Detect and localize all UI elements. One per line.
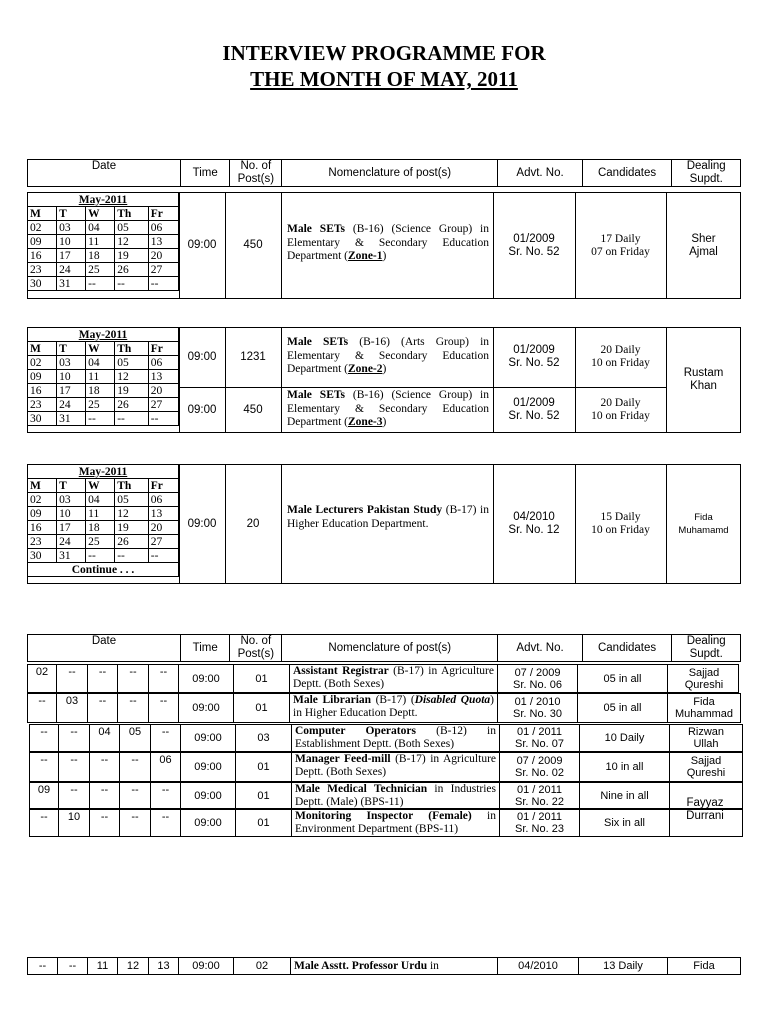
nomenclature-cell: Male SETs (B-16) (Science Group) in Elementary & Secondary Education Department (Zone-1)	[287, 223, 489, 262]
cal-cell: 30	[28, 549, 57, 563]
page-subtitle: THE MONTH OF MAY, 2011	[250, 67, 518, 91]
table-row	[29, 724, 743, 752]
cal-cell: 09	[28, 370, 57, 384]
calendar-month: May-2011	[28, 465, 179, 479]
calendar-block-1	[27, 192, 179, 291]
cal-cell: --	[115, 549, 149, 563]
cal-cell: 30	[28, 277, 57, 291]
cal-cell: 23	[28, 535, 57, 549]
date-cell: 11	[88, 958, 118, 974]
day-header: W	[86, 342, 115, 356]
cal-cell: 27	[148, 535, 178, 549]
date-cell: 05	[120, 725, 151, 751]
nomenclature-cell: Computer Operators (B-12) in Establishment Deptt. (Both Sexes)	[292, 725, 500, 751]
date-cell: --	[59, 725, 90, 751]
posts-cell: 01	[234, 694, 290, 722]
day-header: T	[57, 207, 86, 221]
cal-cell: 25	[86, 263, 115, 277]
cal-cell: 17	[57, 521, 86, 535]
nomenclature-cell: Male Lecturers Pakistan Study (B-17) in Higher Education Department.	[287, 504, 490, 530]
cal-cell: 19	[115, 249, 149, 263]
cal-cell: 10	[57, 235, 86, 249]
cal-cell: 12	[115, 235, 149, 249]
date-cell: --	[90, 753, 120, 781]
date-cell: 02	[28, 665, 57, 692]
candidates-cell: Six in all	[580, 810, 670, 836]
calendar-month: May-2011	[28, 328, 179, 342]
header-candidates: Candidates	[582, 635, 672, 662]
posts-cell: 01	[234, 665, 290, 692]
time-cell: 09:00	[181, 725, 236, 751]
header-date: Date	[28, 635, 181, 662]
page-title: INTERVIEW PROGRAMME FOR	[222, 41, 546, 65]
dealing-cell: Sher Ajmal	[689, 232, 718, 258]
cal-cell: 13	[148, 507, 178, 521]
cal-cell: 27	[148, 398, 178, 412]
cal-cell: 10	[57, 507, 86, 521]
date-cell: 09	[30, 783, 59, 808]
cal-cell: --	[86, 277, 115, 291]
time-cell: 09:00	[187, 350, 217, 363]
date-cell: 06	[151, 753, 181, 781]
cal-cell: 11	[86, 370, 115, 384]
cal-cell: 26	[115, 535, 149, 549]
time-cell: 09:00	[179, 694, 234, 722]
cal-cell: 31	[57, 277, 86, 291]
table-row	[27, 957, 741, 975]
nomenclature-cell: Male Asstt. Professor Urdu in	[291, 958, 498, 974]
header-posts: No. of Post(s)	[230, 635, 282, 662]
table-header-2	[27, 634, 741, 662]
dealing-cell: Rustam Khan	[683, 367, 724, 392]
dealing-cell: Fida	[693, 960, 715, 972]
date-cell: 12	[118, 958, 149, 974]
cal-cell: 11	[86, 507, 115, 521]
candidates-cell: 20 Daily 10 on Friday	[591, 397, 650, 422]
candidates-cell: 17 Daily 07 on Friday	[591, 232, 650, 258]
nomenclature-cell: Male SETs (B-16) (Science Group) in Elementary & Secondary Education Department (Zone-3)	[287, 389, 489, 428]
candidates-cell: Nine in all	[580, 783, 670, 808]
cal-cell: 20	[148, 521, 178, 535]
header-advt: Advt. No.	[498, 160, 582, 187]
cal-cell: 19	[115, 384, 149, 398]
advt-cell: 01/2009 Sr. No. 52	[508, 232, 560, 258]
date-cell: --	[120, 753, 151, 781]
cal-cell: 04	[86, 221, 115, 235]
cal-cell: 31	[57, 549, 86, 563]
advt-cell: 07 / 2009 Sr. No. 06	[498, 665, 578, 692]
date-cell: --	[118, 694, 149, 722]
dealing-cell: Sajjad Qureshi	[684, 666, 724, 691]
header-dealing: Dealing Supdt.	[672, 160, 741, 187]
cal-cell: 23	[28, 263, 57, 277]
header-time: Time	[180, 635, 230, 662]
day-header: Th	[115, 342, 149, 356]
nomenclature-cell: Assistant Registrar (B-17) in Agriculture Deptt. (Both Sexes)	[290, 665, 498, 692]
cal-cell: --	[86, 549, 115, 563]
cal-cell: 13	[148, 370, 178, 384]
cal-cell: 06	[148, 356, 178, 370]
date-cell: --	[59, 753, 90, 781]
dealing-cell: Fida Muhammad	[674, 696, 734, 720]
cal-cell: 23	[28, 398, 57, 412]
cal-cell: 30	[28, 412, 57, 426]
day-header: Th	[115, 479, 149, 493]
dealing-cell: Rizwan Ullah	[687, 726, 725, 750]
cal-cell: 13	[148, 235, 178, 249]
header-candidates: Candidates	[582, 160, 672, 187]
posts-cell: 20	[246, 517, 260, 530]
cal-cell: 11	[86, 235, 115, 249]
date-cell: --	[149, 694, 179, 722]
day-header: T	[57, 479, 86, 493]
day-header: W	[86, 207, 115, 221]
date-cell: --	[90, 783, 120, 808]
cal-cell: 18	[86, 249, 115, 263]
cal-cell: 27	[148, 263, 178, 277]
day-header: Th	[115, 207, 149, 221]
date-cell: --	[30, 725, 59, 751]
header-nomenclature: Nomenclature of post(s)	[282, 635, 498, 662]
calendar-block-3	[27, 464, 179, 577]
candidates-cell: 10 in all	[580, 753, 670, 781]
day-header: Fr	[148, 207, 178, 221]
cal-cell: 18	[86, 384, 115, 398]
cal-cell: 03	[57, 221, 86, 235]
advt-cell: 01/2009 Sr. No. 52	[508, 344, 560, 369]
time-cell: 09:00	[187, 403, 217, 416]
header-dealing: Dealing Supdt.	[672, 635, 741, 662]
header-nomenclature: Nomenclature of post(s)	[282, 160, 498, 187]
date-cell: --	[120, 783, 151, 808]
advt-cell: 01 / 2011 Sr. No. 23	[500, 810, 580, 836]
time-cell: 09:00	[179, 958, 234, 974]
advt-cell: 01 / 2011 Sr. No. 22	[500, 783, 580, 808]
posts-cell: 01	[236, 810, 292, 836]
day-header: Fr	[148, 342, 178, 356]
cal-cell: 25	[86, 535, 115, 549]
cal-cell: 05	[115, 493, 149, 507]
cal-cell: 17	[57, 384, 86, 398]
cal-cell: --	[115, 277, 149, 291]
date-cell: --	[118, 665, 149, 692]
continue-label: Continue . . .	[28, 563, 179, 577]
date-cell: --	[88, 665, 118, 692]
date-cell: --	[57, 665, 88, 692]
cal-cell: 26	[115, 398, 149, 412]
header-date: Date	[28, 160, 181, 187]
cal-cell: 06	[148, 493, 178, 507]
dealing-cell: Fida Muhamamd	[678, 512, 729, 536]
candidates-cell: 13 Daily	[579, 958, 668, 974]
date-cell: --	[149, 665, 179, 692]
cal-cell: 04	[86, 493, 115, 507]
table-row	[27, 664, 739, 693]
cal-cell: 16	[28, 249, 57, 263]
cal-cell: 16	[28, 384, 57, 398]
advt-cell: 07 / 2009 Sr. No. 02	[500, 753, 580, 781]
cal-cell: --	[115, 412, 149, 426]
date-cell: 10	[59, 810, 90, 836]
cal-cell: 19	[115, 521, 149, 535]
day-header: W	[86, 479, 115, 493]
cal-cell: --	[148, 549, 178, 563]
candidates-cell: 10 Daily	[580, 725, 670, 751]
nomenclature-cell: Male Medical Technician in Industries Deptt. (Male) (BPS-11)	[292, 783, 500, 808]
day-header: M	[28, 342, 57, 356]
date-cell: --	[151, 810, 181, 836]
table-header	[27, 159, 741, 187]
time-cell: 09:00	[179, 665, 234, 692]
cal-cell: 20	[148, 384, 178, 398]
date-cell: --	[151, 725, 181, 751]
cal-cell: --	[148, 412, 178, 426]
cal-cell: 17	[57, 249, 86, 263]
cal-cell: 24	[57, 535, 86, 549]
cal-cell: 20	[148, 249, 178, 263]
date-cell: --	[28, 694, 57, 722]
time-cell: 09:00	[187, 239, 217, 251]
cal-cell: 31	[57, 412, 86, 426]
table-row	[29, 809, 743, 837]
advt-cell: 04/2010 Sr. No. 12	[508, 511, 560, 536]
advt-cell: 01 / 2011 Sr. No. 07	[500, 725, 580, 751]
nomenclature-cell: Monitoring Inspector (Female) in Environment Department (BPS-11)	[292, 810, 500, 836]
cal-cell: 05	[115, 221, 149, 235]
table-row	[29, 752, 743, 782]
cal-cell: 02	[28, 493, 57, 507]
date-cell: --	[90, 810, 120, 836]
cal-cell: 09	[28, 235, 57, 249]
cal-cell: 03	[57, 356, 86, 370]
day-header: T	[57, 342, 86, 356]
nomenclature-cell: Male SETs (B-16) (Arts Group) in Elementary & Secondary Education Department (Zone-2)	[287, 336, 490, 375]
advt-cell: 04/2010	[498, 958, 579, 974]
cal-cell: 24	[57, 263, 86, 277]
cal-cell: 04	[86, 356, 115, 370]
header-posts: No. of Post(s)	[230, 160, 282, 187]
time-cell: 09:00	[187, 517, 217, 530]
cal-cell: 09	[28, 507, 57, 521]
cal-cell: 10	[57, 370, 86, 384]
table-row	[27, 693, 741, 723]
date-cell: --	[58, 958, 88, 974]
day-header: M	[28, 479, 57, 493]
candidates-cell: 05 in all	[578, 665, 668, 692]
candidates-cell: 20 Daily 10 on Friday	[591, 344, 650, 369]
date-cell: --	[120, 810, 151, 836]
posts-cell: 01	[236, 753, 292, 781]
cal-cell: 02	[28, 221, 57, 235]
cal-cell: 26	[115, 263, 149, 277]
posts-cell: 01	[236, 783, 292, 808]
cal-cell: 12	[115, 507, 149, 521]
calendar-block-2	[27, 327, 179, 426]
posts-cell: 02	[234, 958, 291, 974]
cal-cell: 18	[86, 521, 115, 535]
cal-cell: 03	[57, 493, 86, 507]
day-header: Fr	[148, 479, 178, 493]
posts-cell: 450	[243, 403, 263, 416]
date-cell: --	[30, 810, 59, 836]
cal-cell: 02	[28, 356, 57, 370]
advt-cell: 01 / 2010 Sr. No. 30	[498, 694, 578, 722]
date-cell: --	[59, 783, 90, 808]
advt-cell: 01/2009 Sr. No. 52	[508, 397, 560, 422]
posts-cell: 1231	[240, 350, 266, 363]
time-cell: 09:00	[181, 783, 236, 808]
header-time: Time	[180, 160, 230, 187]
cal-cell: 05	[115, 356, 149, 370]
cal-cell: 24	[57, 398, 86, 412]
nomenclature-cell: Male Librarian (B-17) (Disabled Quota) in Higher Education Deptt.	[290, 694, 498, 722]
time-cell: 09:00	[181, 810, 236, 836]
cal-cell: 06	[148, 221, 178, 235]
nomenclature-cell: Manager Feed-mill (B-17) in Agriculture Deptt. (Both Sexes)	[292, 753, 500, 781]
table-row	[29, 782, 743, 809]
cal-cell: --	[86, 412, 115, 426]
header-advt: Advt. No.	[498, 635, 582, 662]
date-cell: 13	[149, 958, 179, 974]
date-cell: 04	[90, 725, 120, 751]
candidates-cell: 15 Daily 10 on Friday	[591, 511, 650, 536]
calendar-month: May-2011	[28, 193, 179, 207]
date-cell: --	[28, 958, 58, 974]
cal-cell: --	[148, 277, 178, 291]
cal-cell: 25	[86, 398, 115, 412]
date-cell: --	[30, 753, 59, 781]
dealing-cell: Sajjad Qureshi	[686, 755, 726, 779]
date-cell: 03	[57, 694, 88, 722]
cal-cell: 12	[115, 370, 149, 384]
cal-cell: 16	[28, 521, 57, 535]
posts-cell: 03	[236, 725, 292, 751]
dealing-cell-shared: Fayyaz Durrani	[686, 797, 724, 822]
time-cell: 09:00	[181, 753, 236, 781]
date-cell: --	[88, 694, 118, 722]
date-cell: --	[151, 783, 181, 808]
posts-cell: 450	[243, 239, 263, 251]
candidates-cell: 05 in all	[578, 694, 668, 722]
day-header: M	[28, 207, 57, 221]
